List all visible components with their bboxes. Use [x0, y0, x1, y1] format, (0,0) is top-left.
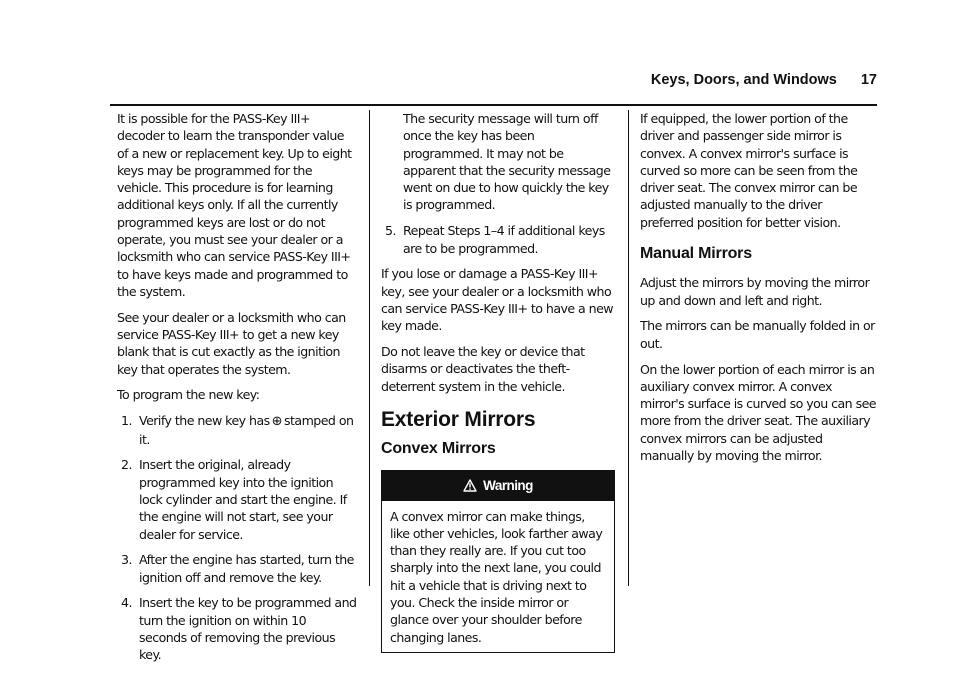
column-2	[381, 110, 615, 653]
subsection-title-convex: Convex Mirrors	[381, 440, 496, 458]
warning-body: A convex mirror can make things, like other vehicles, look farther away than they really are. If you cut too sharply into the next lane, you could hit a vehicle that is driving next to you. Check the inside mirror or glance over your shoulder before changing lanes.	[390, 508, 603, 645]
paragraph-auxiliary: On the lower portion of each mirror is an auxiliary convex mirror. A convex mirror's surface is curved so you can see more from the driver seat. The auxiliary convex mirrors can be adjusted manually by moving the mirror.	[640, 361, 876, 464]
paragraph-key-learning: It is possible for the PASS-Key III+ decoder to learn the transponder value of a new or replacement key. Up to eight keys may be programmed for the vehicle. This procedure is for learning additional keys only. If all the currently programmed keys are lost or do not operate, you must see your dealer or a locksmith who can service PASS-Key III+ to have keys made and programmed to the system.	[117, 111, 352, 299]
paragraph-lost-key: If you lose or damage a PASS-Key III+ key, see your dealer or a locksmith who can service PASS-Key III+ to have a new key made.	[381, 266, 614, 334]
step-text: After the engine has started, turn the ignition off and remove the key.	[139, 552, 354, 585]
step-number: 2.	[121, 457, 132, 473]
paragraph-convex-lower: If equipped, the lower portion of the driver and passenger side mirror is convex. A convex mirror's surface is curved so more can be seen from the driver seat. The convex mirror can be adjusted manually to the driver preferred position for better vision.	[640, 111, 858, 230]
column-divider-2	[628, 110, 629, 586]
column-divider-1	[369, 110, 370, 586]
chapter-title: Keys, Doors, and Windows	[650, 72, 837, 88]
step-text: stamped on it.	[139, 413, 354, 447]
step-text: Repeat Steps 1–4 if additional keys are to be programmed.	[403, 223, 605, 256]
paragraph-fold: The mirrors can be manually folded in or out.	[640, 318, 875, 351]
warning-title: Warning	[483, 477, 533, 493]
warning-header	[382, 471, 614, 501]
step-text: Verify the new key has	[139, 413, 270, 429]
subsection-title-manual: Manual Mirrors	[640, 245, 752, 263]
step-text: Insert the original, already programmed key into the ignition lock cylinder and start the engine. If the engine will not start, see your dealer for service.	[139, 457, 347, 542]
program-steps-list	[117, 412, 357, 663]
paragraph-key-blank: See your dealer or a locksmith who can service PASS-Key III+ to get a new key blank that is cut exactly as the ignition key that operates the system.	[117, 309, 346, 377]
paragraph-leave-key: Do not leave the key or device that disarms or deactivates the theft-deterrent system in the vehicle.	[381, 344, 585, 394]
step-number: 5.	[385, 223, 396, 239]
stamp-icon: ⊕	[271, 414, 282, 430]
header-rule	[110, 104, 877, 106]
step-5	[381, 222, 615, 257]
step-text: Insert the key to be programmed and turn the ignition on within 10 seconds of removing the previous key.	[139, 595, 357, 663]
paragraph-program-intro: To program the new key:	[117, 387, 260, 403]
step-3	[117, 551, 357, 586]
step-4	[117, 594, 357, 663]
paragraph-adjust: Adjust the mirrors by moving the mirror up and down and left and right.	[640, 275, 870, 308]
step-4-continued: The security message will turn off once the key has been programmed. It may not be apparent that the security message went on due to how quickly the key is programmed.	[403, 111, 611, 213]
step-number: 1.	[121, 413, 132, 429]
warning-triangle-icon	[463, 479, 477, 492]
step-2	[117, 456, 357, 542]
step-number: 3.	[121, 552, 132, 568]
warning-box	[381, 470, 615, 653]
section-title: Exterior Mirrors	[381, 407, 536, 431]
page-header	[0, 72, 877, 88]
column-1	[117, 110, 357, 672]
program-steps-list-continued	[381, 222, 615, 257]
step-number: 4.	[121, 595, 132, 611]
page-number: 17	[860, 72, 877, 88]
column-3	[640, 110, 876, 473]
step-1	[117, 412, 357, 448]
